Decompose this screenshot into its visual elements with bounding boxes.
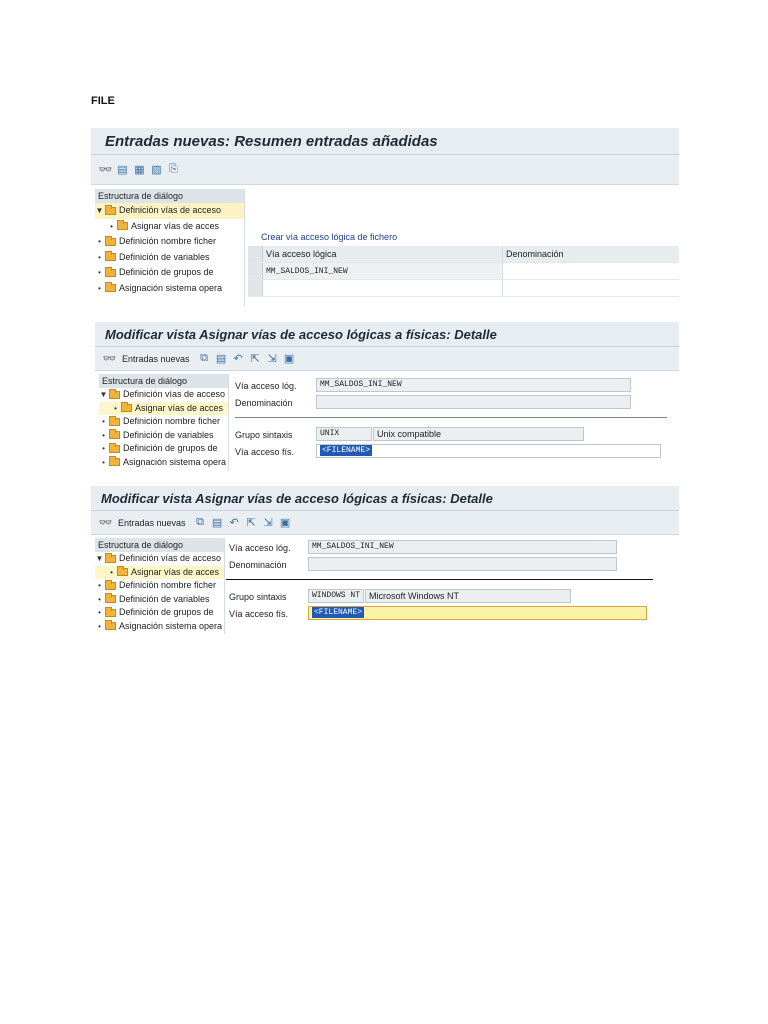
folder-icon [109,445,120,453]
bullet-icon: • [98,608,101,617]
folder-icon [105,582,116,590]
new-entries-button[interactable]: Entradas nuevas [122,353,190,364]
bullet-icon: • [98,594,101,604]
bullet-icon: • [98,621,101,631]
open-folder-icon [117,568,128,576]
bullet-icon: • [98,581,101,590]
tree-item-label: Asignar vías de acces [131,566,220,577]
folder-icon [105,555,116,563]
screen-title: Modificar vista Asignar vías de acceso lógicas a físicas: Detalle [91,486,679,511]
dialog-structure-tree [99,374,229,471]
bullet-icon: • [102,444,105,453]
screen-body [91,535,679,634]
glasses-icon[interactable]: 👓 [98,517,113,529]
folder-icon [105,284,116,292]
tree-item-definicion-nombre[interactable] [99,415,228,429]
tree-item-definicion-vias[interactable] [99,388,228,402]
next-entry-icon[interactable]: ⇲ [267,353,277,365]
tree-header: Estructura de diálogo [99,374,228,388]
folder-icon [109,458,120,466]
tree-item-definicion-grupos[interactable] [95,606,224,620]
toolbar [91,511,679,535]
screen-title: Entradas nuevas: Resumen entradas añadidas [91,128,679,155]
tree-item-label: Definición nombre ficher [119,580,217,590]
next-entry-icon[interactable]: ⇲ [263,517,273,529]
bullet-icon: • [110,567,113,577]
denominacion-field[interactable] [308,557,617,571]
row-selector[interactable] [248,263,263,279]
tree-item-definicion-variables[interactable] [95,250,244,266]
tree-header: Estructura de diálogo [95,189,244,203]
tree-item-definicion-vias[interactable] [95,203,244,219]
row-selector[interactable] [248,280,263,296]
bullet-icon: • [102,417,105,426]
open-folder-icon [121,404,132,412]
table-cell[interactable] [503,263,679,279]
table-cell[interactable] [263,280,503,296]
grupo-sintaxis-field[interactable]: UNIX [316,427,372,441]
via-acceso-log-field[interactable]: MM_SALDOS_INI_NEW [316,378,631,392]
undo-icon[interactable]: ↶ [229,517,239,529]
screen-title: Modificar vista Asignar vías de acceso lógicas a físicas: Detalle [95,322,679,347]
tree-item-label: Definición vías de acceso [119,205,222,215]
folder-icon [117,222,128,230]
tree-item-label: Definición nombre ficher [123,416,221,426]
column-header[interactable]: Denominación [506,249,564,259]
filename-token: <FILENAME> [322,446,371,455]
table-icon[interactable]: ▤ [215,353,227,365]
table-icon[interactable]: ▤ [211,517,223,529]
tree-item-definicion-nombre[interactable] [95,579,224,593]
grupo-sintaxis-label: Grupo sintaxis [229,592,287,602]
bullet-icon: • [102,430,105,440]
folder-icon [105,207,116,215]
select-block-icon[interactable]: ▣ [279,517,291,529]
document-label: FILE [91,95,115,107]
grupo-sintaxis-description: Microsoft Windows NT [365,589,571,603]
glasses-icon[interactable]: 👓 [98,164,113,176]
via-acceso-fis-field[interactable] [308,606,647,620]
tree-item-label: Definición vías de acceso [119,553,222,563]
copy-icon[interactable]: ⧉ [196,516,204,528]
screenshot-detail-windows [91,486,679,634]
tree-item-definicion-variables[interactable] [99,429,228,443]
tree-item-definicion-grupos[interactable] [95,265,244,281]
copy-icon[interactable]: ⧉ [200,352,208,364]
expand-icon[interactable]: ▼ [99,390,108,399]
folder-icon [105,269,116,277]
via-acceso-fis-label: Vía acceso fís. [229,609,289,619]
table-header-row [248,246,679,263]
table-row[interactable] [248,263,679,280]
folder-icon [105,253,116,261]
via-acceso-log-field[interactable]: MM_SALDOS_INI_NEW [308,540,617,554]
bullet-icon: • [114,403,117,413]
create-logical-path-link[interactable]: Crear vía acceso lógica de fichero [261,232,398,242]
column-header[interactable]: Vía acceso lógica [263,246,503,262]
screenshot-overview [91,128,679,306]
tree-item-definicion-nombre[interactable] [95,234,244,250]
expand-icon[interactable]: ▼ [95,206,104,215]
detail-form [226,535,679,634]
dialog-structure-tree [95,189,245,306]
folder-icon [109,431,120,439]
via-acceso-fis-label: Vía acceso fís. [235,447,295,457]
filename-token: <FILENAME> [314,608,363,617]
copy-icon[interactable]: ▦ [134,164,145,176]
denominacion-label: Denominación [229,560,287,570]
select-all-cell[interactable] [248,246,263,262]
tree-item-label: Definición de variables [123,429,214,440]
select-block-icon[interactable]: ▣ [283,353,295,365]
folder-icon [105,609,116,617]
logical-path-table [248,246,679,297]
folder-icon [105,622,116,630]
tree-item-label: Definición de grupos de [119,267,214,277]
section-divider [235,417,667,418]
screenshot-detail-unix [95,322,679,471]
export-icon[interactable]: ⎘ [169,163,178,175]
denominacion-field[interactable] [316,395,631,409]
tree-item-label: Definición de grupos de [119,607,214,617]
tree-item-label: Asignar vías de acces [135,402,224,413]
new-entries-button[interactable]: Entradas nuevas [118,517,186,528]
screen-body [91,185,679,306]
undo-icon[interactable]: ↶ [233,353,243,365]
via-acceso-log-label: Vía acceso lóg. [229,543,291,553]
bullet-icon: • [98,268,101,277]
grupo-sintaxis-label: Grupo sintaxis [235,430,293,440]
tree-item-asignar-vias[interactable] [95,566,224,580]
tree-item-asignacion-sistema[interactable] [99,456,228,470]
toolbar [95,347,679,371]
expand-icon[interactable]: ▼ [95,554,104,563]
tree-item-asignacion-sistema[interactable] [95,281,244,297]
prev-entry-icon[interactable]: ⇱ [250,353,260,365]
table-icon[interactable]: ▤ [117,164,128,176]
table-row[interactable] [248,280,679,297]
denominacion-label: Denominación [235,398,293,408]
tree-item-asignar-vias[interactable] [95,219,244,235]
tree-item-label: Asignar vías de acces [131,220,220,231]
via-acceso-fis-field[interactable] [316,444,661,458]
dialog-structure-tree [95,538,225,634]
table-cell[interactable] [503,280,679,296]
bullet-icon: • [98,283,101,293]
toolbar [91,155,679,185]
bullet-icon: • [98,252,101,262]
grupo-sintaxis-field[interactable]: WINDOWS NT [308,589,364,603]
prev-entry-icon[interactable]: ⇱ [246,517,256,529]
tree-item-label: Definición vías de acceso [123,389,226,399]
folder-icon [109,418,120,426]
screen-body [95,371,679,471]
paste-icon[interactable]: ▧ [151,164,162,176]
tree-item-label: Definición de variables [119,593,210,604]
folder-icon [105,595,116,603]
tree-item-label: Definición nombre ficher [119,236,217,246]
tree-header: Estructura de diálogo [95,538,224,552]
grupo-sintaxis-description: Unix compatible [373,427,584,441]
table-cell[interactable]: MM_SALDOS_INI_NEW [263,263,503,279]
tree-item-definicion-variables[interactable] [95,593,224,607]
tree-item-label: Definición de grupos de [123,443,218,453]
bullet-icon: • [110,221,113,231]
tree-item-label: Definición de variables [119,251,210,262]
folder-icon [109,391,120,399]
via-acceso-log-label: Vía acceso lóg. [235,381,297,391]
detail-form [235,371,679,471]
tree-item-asignacion-sistema[interactable] [95,620,224,634]
tree-item-label: Asignación sistema opera [119,620,223,631]
tree-item-label: Asignación sistema opera [119,282,223,293]
tree-item-label: Asignación sistema opera [123,456,227,467]
tree-item-asignar-vias[interactable] [99,402,228,416]
tree-item-definicion-vias[interactable] [95,552,224,566]
bullet-icon: • [102,457,105,467]
tree-item-definicion-grupos[interactable] [99,442,228,456]
bullet-icon: • [98,237,101,246]
folder-icon [105,238,116,246]
section-divider [226,579,653,580]
glasses-icon[interactable]: 👓 [102,353,117,365]
